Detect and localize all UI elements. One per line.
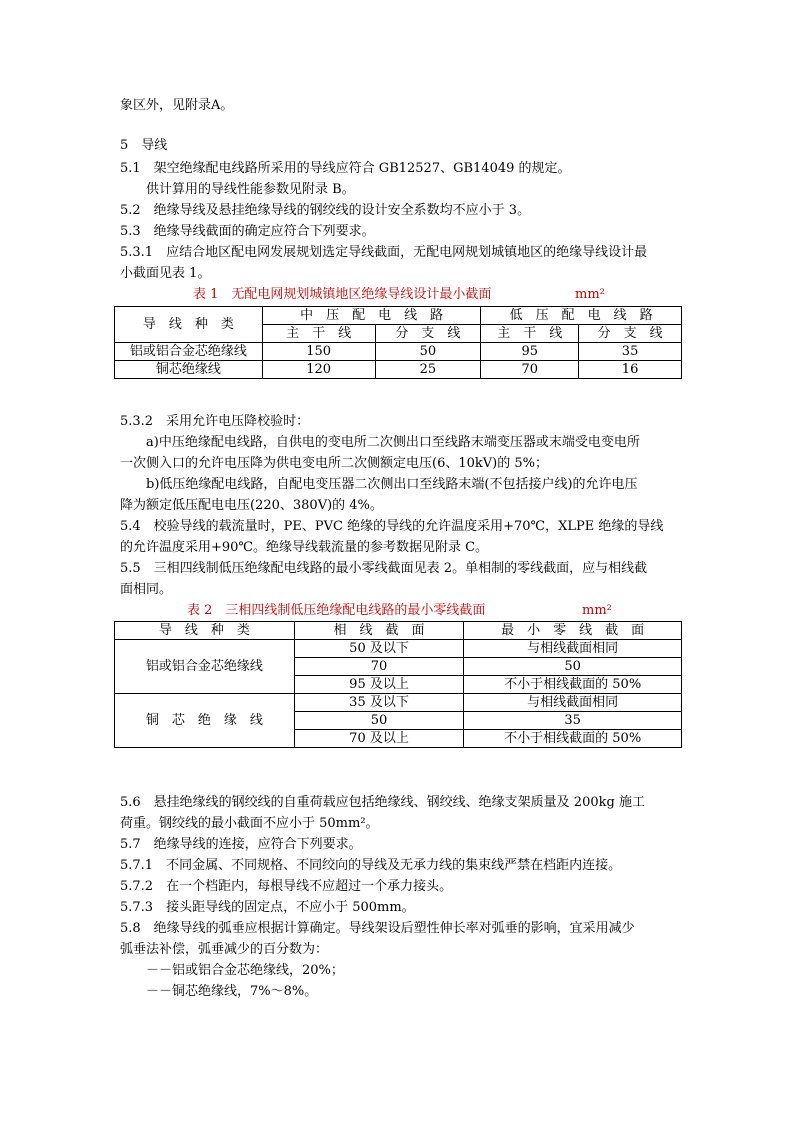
table-cell: 70 bbox=[481, 361, 579, 379]
header-cell: 最 小 零 线 截 面 bbox=[464, 622, 682, 640]
section-heading: 5 导线 bbox=[120, 138, 168, 153]
table-row bbox=[115, 640, 682, 658]
text-line: 供计算用的导线性能参数见附录 B。 bbox=[120, 182, 355, 197]
table-cell: 35 及以下 bbox=[294, 694, 464, 712]
row-label: 铜芯绝缘线 bbox=[115, 361, 263, 379]
text-line: 5.2 绝缘导线及悬挂绝缘导线的钢绞线的设计安全系数均不应小于 3。 bbox=[120, 203, 531, 218]
table2 bbox=[114, 621, 682, 748]
table-cell: 50 bbox=[375, 343, 481, 361]
table1 bbox=[114, 306, 682, 379]
text-line: 5.7.2 在一个档距内，每根导线不应超过一个承力接头。 bbox=[120, 879, 453, 894]
text-line: 5.8 绝缘导线的弧垂应根据计算确定。导线架设后塑性伸长率对弧垂的影响，宜采用减少 bbox=[120, 921, 635, 936]
text-line: 荷重。钢绞线的最小截面不应小于 50mm²。 bbox=[120, 816, 379, 831]
table-row bbox=[115, 622, 682, 640]
table2-caption: 表 2 三相四线制低压绝缘配电线路的最小零线截面 bbox=[187, 603, 486, 618]
table-cell: 不小于相线截面的 50% bbox=[464, 730, 682, 748]
row-label: 铝或铝合金芯绝缘线 bbox=[115, 640, 295, 694]
text-line: b)低压绝缘配电线路，自配电变压器二次侧出口至线路末端(不包括接户线)的允许电压 bbox=[120, 477, 638, 492]
text-line: 小截面见表 1。 bbox=[120, 266, 211, 281]
row-label: 铝或铝合金芯绝缘线 bbox=[115, 343, 263, 361]
table-cell: 70 bbox=[294, 658, 464, 676]
table-cell: 不小于相线截面的 50% bbox=[464, 676, 682, 694]
text-line: －－铜芯绝缘线，7%～8%。 bbox=[120, 984, 318, 999]
text-line: 5.1 架空绝缘配电线路所采用的导线应符合 GB12527、GB14049 的规定。 bbox=[120, 161, 571, 176]
table-row bbox=[115, 343, 682, 361]
text-line: －－铝或铝合金芯绝缘线，20%； bbox=[120, 963, 344, 978]
table-cell: 50 bbox=[464, 658, 682, 676]
table-cell: 35 bbox=[464, 712, 682, 730]
header-cell: 主 干 线 bbox=[262, 325, 375, 343]
table-cell: 50 bbox=[294, 712, 464, 730]
table1-caption: 表 1 无配电网规划城镇地区绝缘导线设计最小截面 bbox=[193, 287, 492, 302]
table-cell: 120 bbox=[262, 361, 375, 379]
text-line: 一次侧入口的允许电压降为供电变电所二次侧额定电压(6、10kV)的 5%； bbox=[120, 456, 548, 471]
table-cell: 70 及以上 bbox=[294, 730, 464, 748]
text-line: 面相同。 bbox=[120, 582, 173, 597]
table-row bbox=[115, 694, 682, 712]
row-label: 铜 芯 绝 缘 线 bbox=[115, 694, 295, 748]
table-cell: 25 bbox=[375, 361, 481, 379]
table-cell: 150 bbox=[262, 343, 375, 361]
table-row bbox=[115, 361, 682, 379]
text-line: 5.7.1 不同金属、不同规格、不同绞向的导线及无承力线的集束线严禁在档距内连接。 bbox=[120, 858, 622, 873]
text-line: 5.5 三相四线制低压绝缘配电线路的最小零线截面见表 2。单相制的零线截面，应与相线截 bbox=[120, 561, 648, 576]
table-cell: 95 bbox=[481, 343, 579, 361]
header-cell: 导 线 种 类 bbox=[115, 622, 295, 640]
header-cell: 分 支 线 bbox=[375, 325, 481, 343]
header-cell: 主 干 线 bbox=[481, 325, 579, 343]
table-cell: 35 bbox=[579, 343, 682, 361]
table-row bbox=[115, 307, 682, 325]
text-line: 5.3.1 应结合地区配电网发展规划选定导线截面，无配电网规划城镇地区的绝缘导线设计最 bbox=[120, 245, 648, 260]
text-line: 的允许温度采用+90℃。绝缘导线载流量的参考数据见附录 C。 bbox=[120, 540, 489, 555]
table-cell: 与相线截面相同 bbox=[464, 640, 682, 658]
text-line: 5.3.2 采用允许电压降校验时： bbox=[120, 414, 310, 429]
text-line: 降为额定低压配电电压(220、380V)的 4%。 bbox=[120, 498, 383, 513]
table1-unit: mm² bbox=[575, 287, 605, 302]
header-cell: 中 压 配 电 线 路 bbox=[262, 307, 481, 325]
text-line: 弧垂法补偿，弧垂减少的百分数为： bbox=[120, 942, 329, 957]
table-cell: 50 及以下 bbox=[294, 640, 464, 658]
header-cell: 低 压 配 电 线 路 bbox=[481, 307, 682, 325]
header-cell: 相 线 截 面 bbox=[294, 622, 464, 640]
text-line: 5.7 绝缘导线的连接，应符合下列要求。 bbox=[120, 837, 362, 852]
table2-unit: mm² bbox=[582, 603, 612, 618]
text-line: 5.7.3 接头距导线的固定点，不应小于 500mm。 bbox=[120, 900, 415, 915]
text-line: 5.3 绝缘导线截面的确定应符合下列要求。 bbox=[120, 224, 375, 239]
header-cell: 导 线 种 类 bbox=[115, 307, 263, 343]
text-line: a)中压绝缘配电线路，自供电的变电所二次侧出口至线路末端变压器或末端受电变电所 bbox=[120, 435, 640, 450]
text-line: 5.4 校验导线的载流量时，PE、PVC 绝缘的导线的允许温度采用+70℃，XLPE 绝缘的导线 bbox=[120, 519, 664, 534]
table-cell: 95 及以上 bbox=[294, 676, 464, 694]
header-cell: 分 支 线 bbox=[579, 325, 682, 343]
table-cell: 与相线截面相同 bbox=[464, 694, 682, 712]
text-line: 象区外，见附录A。 bbox=[120, 98, 234, 113]
table-cell: 16 bbox=[579, 361, 682, 379]
text-line: 5.6 悬挂绝缘线的钢绞线的自重荷载应包括绝缘线、钢绞线、绝缘支架质量及 200kg 施工 bbox=[120, 795, 645, 810]
